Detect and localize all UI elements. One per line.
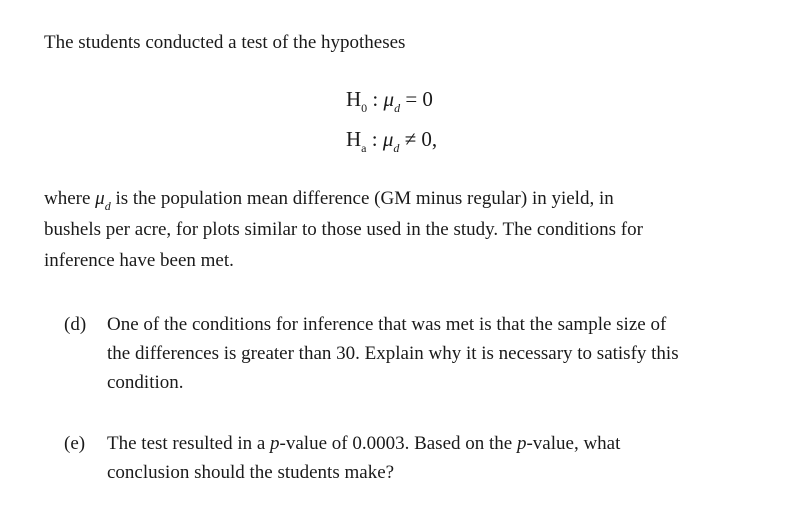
paragraph-line-2: bushels per acre, for plots similar to those used in the study. The conditions for (44, 219, 643, 240)
part-e-line-2: conclusion should the students make? (107, 462, 395, 483)
paragraph-line-1: where $\mu_d$ is the population mean difference (GM minus regular) in yield, in (44, 188, 614, 213)
alternative-hypothesis: $H_a$ : $\mu_d \ne 0$, (346, 127, 438, 155)
part-e-label: (e) (64, 433, 86, 454)
part-d-line-1: One of the conditions for inference that was met is that the sample size of (107, 314, 667, 335)
part-e-line-1: The test resulted in a p-value of 0.0003. Based on the p-value, what (107, 433, 621, 454)
intro-text: The students conducted a test of the hypotheses (44, 32, 406, 53)
part-d-line-3: condition. (107, 372, 184, 393)
paragraph-line-3: inference have been met. (44, 250, 234, 271)
part-d-label: (d) (64, 314, 87, 335)
null-hypothesis: $H_0$ : $\mu_d = 0$ (346, 87, 433, 115)
part-d-line-2: the differences is greater than 30. Explain why it is necessary to satisfy this (107, 343, 679, 364)
